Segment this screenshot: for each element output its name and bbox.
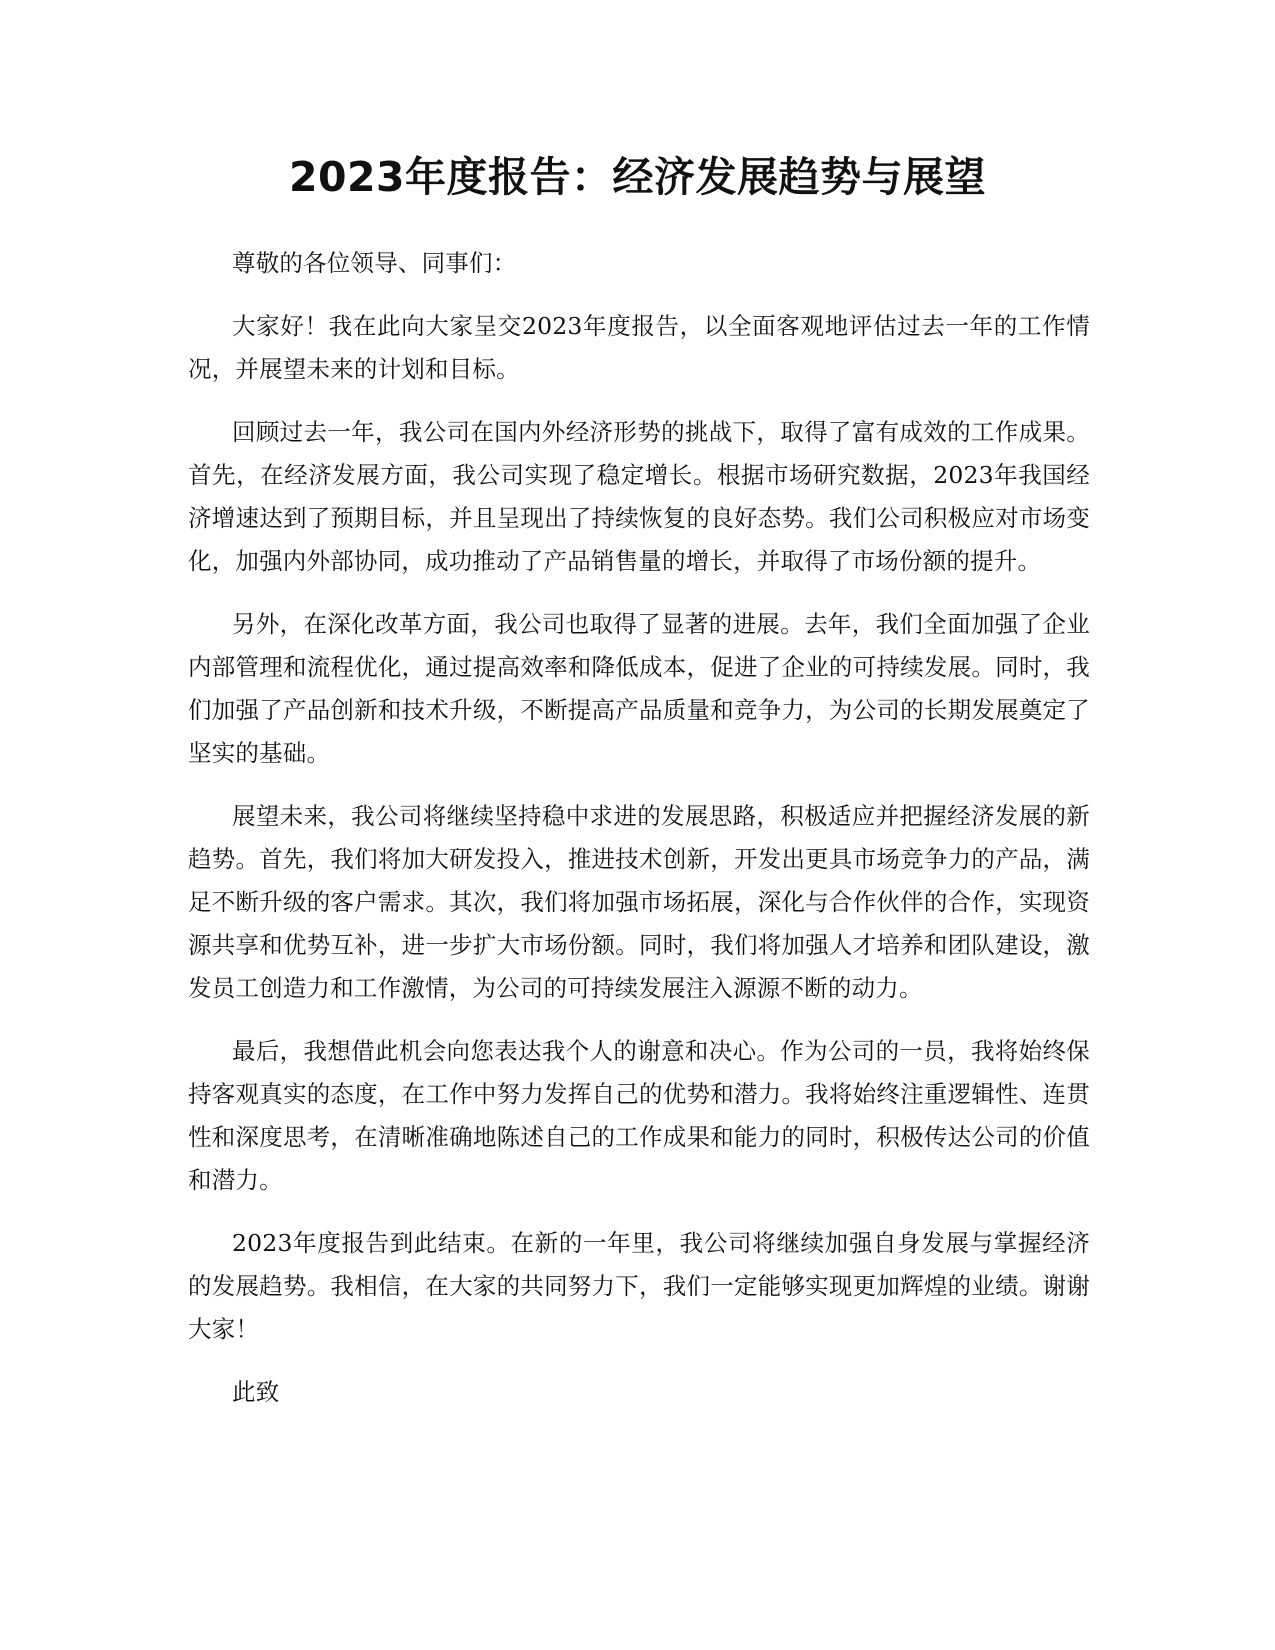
paragraph-closing: 最后，我想借此机会向您表达我个人的谢意和决心。作为公司的一员，我将始终保持客观真实的态度，在工作中努力发挥自己的优势和潜力。我将始终注重逻辑性、连贯性和深度思考，在清晰准确地陈述自己的工作成果和能力的同时，积极传达公司的价值和潜力。 (188, 1037, 1090, 1194)
salutation: 尊敬的各位领导、同事们： (232, 249, 517, 277)
paragraph-conclusion: 2023年度报告到此结束。在新的一年里，我公司将继续加强自身发展与掌握经济的发展趋势。我相信，在大家的共同努力下，我们一定能够实现更加辉煌的业绩。谢谢大家！ (188, 1229, 1090, 1343)
document-title: 2023年度报告：经济发展趋势与展望 (288, 153, 987, 201)
paragraph-reform: 另外，在深化改革方面，我公司也取得了显著的进展。去年，我们全面加强了企业内部管理和流程优化，通过提高效率和降低成本，促进了企业的可持续发展。同时，我们加强了产品创新和技术升级，不断提高产品质量和竞争力，为公司的长期发展奠定了坚实的基础。 (188, 610, 1090, 767)
paragraph-intro: 大家好！我在此向大家呈交2023年度报告，以全面客观地评估过去一年的工作情况，并展望未来的计划和目标。 (188, 312, 1090, 383)
sign-off: 此致 (232, 1378, 280, 1406)
paragraph-outlook: 展望未来，我公司将继续坚持稳中求进的发展思路，积极适应并把握经济发展的新趋势。首先，我们将加大研发投入，推进技术创新，开发出更具市场竞争力的产品，满足不断升级的客户需求。其次，我们将加强市场拓展，深化与合作伙伴的合作，实现资源共享和优势互补，进一步扩大市场份额。同时，我们将加强人才培养和团队建设，激发员工创造力和工作激情，为公司的可持续发展注入源源不断的动力。 (188, 802, 1090, 1002)
document-body (188, 242, 1090, 1434)
paragraph-review: 回顾过去一年，我公司在国内外经济形势的挑战下，取得了富有成效的工作成果。首先，在经济发展方面，我公司实现了稳定增长。根据市场研究数据，2023年我国经济增速达到了预期目标，并且呈现出了持续恢复的良好态势。我们公司积极应对市场变化，加强内外部协同，成功推动了产品销售量的增长，并取得了市场份额的提升。 (188, 418, 1090, 575)
